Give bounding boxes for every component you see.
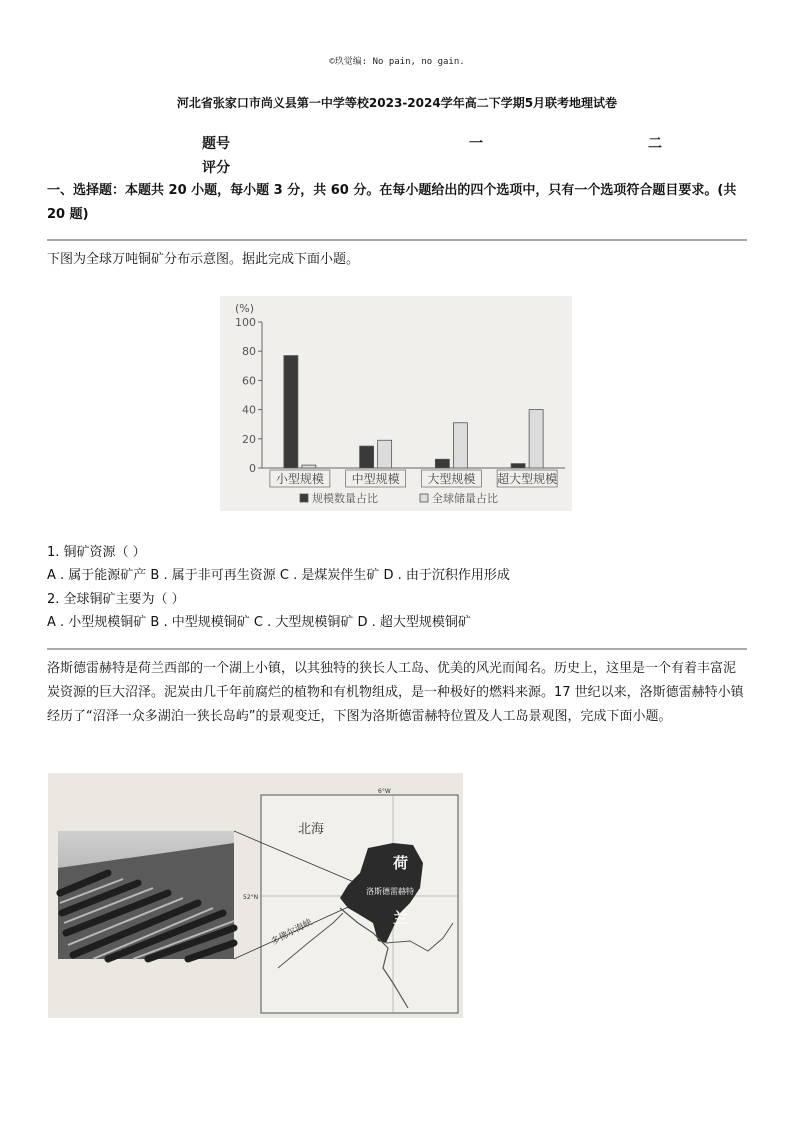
divider [47, 648, 747, 650]
question-group-2-intro: 洛斯德雷赫特是荷兰西部的一个湖上小镇，以其独特的狭长人工岛、优美的风光而闻名。历史上，这里是一个有着丰富泥炭资源的巨大沼泽。泥炭由几千年前腐烂的植物和有机物组成，是一种极好的燃料来源。17 世纪以来，洛斯德雷赫特小镇经历了“沼泽一众多湖泊一狭长岛屿”的景观变迁，下图为洛斯德雷赫特位置及人工岛景观图，完成下面小题。 [47, 661, 744, 724]
header-note: ©玖觉编: No pain, no gain. [329, 57, 465, 67]
bar-reserve-share [529, 410, 543, 468]
artificial-island-photo [58, 831, 234, 959]
question-group-1-intro: 下图为全球万吨铜矿分布示意图。据此完成下面小题。 [47, 252, 360, 267]
netherlands-map-figure [48, 773, 463, 1018]
score-table-question-label: 题号 [202, 136, 230, 152]
svg-text:荷: 荷 [393, 854, 409, 872]
svg-text:北海: 北海 [298, 822, 325, 837]
y-tick-label: 80 [242, 345, 256, 359]
legend-label: 全球储量占比 [432, 492, 498, 505]
legend-label: 规模数量占比 [312, 492, 378, 505]
copper-distribution-chart [220, 296, 572, 511]
y-tick-label: 40 [242, 403, 256, 417]
score-table-col-1: 一 [469, 136, 483, 152]
score-table-score-label: 评分 [202, 160, 230, 176]
legend-swatch [300, 494, 308, 502]
svg-text:洛斯德雷赫特: 洛斯德雷赫特 [366, 887, 414, 896]
y-tick-label: 100 [235, 316, 256, 329]
bar-reserve-share [378, 440, 392, 468]
svg-text:52°N: 52°N [243, 894, 259, 901]
x-tick-label: 大型规模 [427, 472, 476, 486]
y-tick-label: 0 [249, 462, 256, 475]
question-2-stem: 2. 全球铜矿主要为（ ） [47, 592, 185, 607]
x-tick-label: 超大型规模 [497, 472, 558, 486]
section-1-instructions: 一、选择题：本题共 20 小题，每小题 3 分，共 60 分。在每小题给出的四个选项中，只有一个选项符合题目要求。(共 20 题) [47, 183, 737, 222]
bar-count-share [360, 446, 374, 468]
svg-text:兰: 兰 [393, 909, 409, 927]
x-tick-label: 小型规模 [275, 472, 324, 486]
divider [47, 239, 747, 241]
bar-count-share [511, 464, 525, 468]
question-1-options: A . 属于能源矿产 B . 属于非可再生资源 C . 是煤炭伴生矿 D . 由于沉积作用形成 [47, 568, 510, 583]
bar-count-share [435, 459, 449, 468]
y-tick-label: 20 [242, 432, 256, 446]
y-tick-label: 60 [242, 374, 256, 388]
question-1-stem: 1. 铜矿资源（ ） [47, 545, 146, 560]
svg-text:6°W: 6°W [378, 788, 391, 795]
legend-swatch [420, 494, 428, 502]
question-2-options: A . 小型规模铜矿 B . 中型规模铜矿 C . 大型规模铜矿 D . 超大型规模铜矿 [47, 615, 471, 630]
bar-reserve-share [453, 423, 467, 468]
bar-count-share [284, 356, 298, 468]
x-tick-label: 中型规模 [351, 472, 400, 486]
bar-reserve-share [302, 465, 316, 468]
document-title: 河北省张家口市尚义县第一中学等校2023-2024学年高二下学期5月联考地理试卷 [176, 96, 618, 110]
y-axis-label: (%) [235, 302, 255, 315]
score-table-col-2: 二 [648, 136, 662, 152]
svg-text:多佛尔海峡: 多佛尔海峡 [269, 917, 315, 948]
